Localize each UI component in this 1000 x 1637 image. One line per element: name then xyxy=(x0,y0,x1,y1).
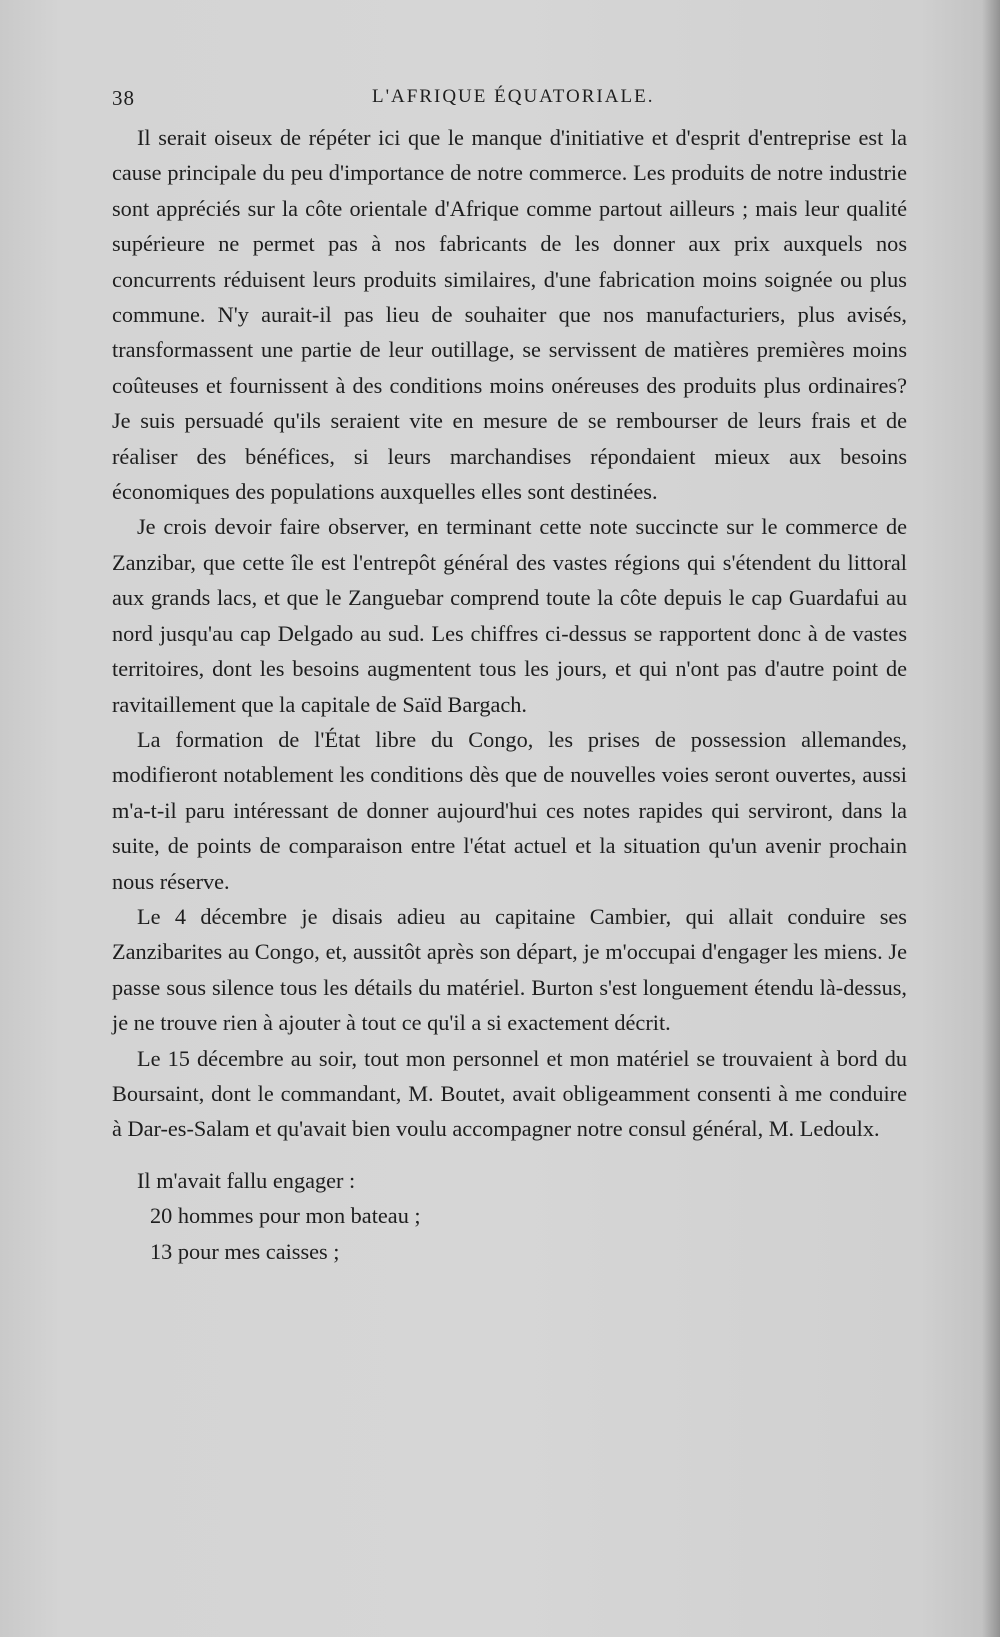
paragraph: Le 4 décembre je disais adieu au capitaine Cambier, qui allait conduire ses Zanzibarites au Congo, et, aussitôt après son départ, je m'occupai d'engager les miens. Je passe sous silence tous les détails du matériel. Burton s'est longuement étendu là-dessus, je ne trouve rien à ajouter à tout ce qu'il a si exactement décrit. xyxy=(112,903,907,1036)
list-intro: Il m'avait fallu engager : xyxy=(137,1167,356,1193)
paragraph: La formation de l'État libre du Congo, les prises de possession allemandes, modifieront notablement les conditions dès que de nouvelles voies seront ouvertes, aussi m'a-t-il paru intéressant de donner aujourd'hui ces notes rapides qui serviront, dans la suite, de points de comparaison entre l'état actuel et la situation qu'un avenir prochain nous réserve. xyxy=(112,726,907,894)
page-header xyxy=(112,86,902,114)
list-item: 13 pour mes caisses ; xyxy=(150,1238,340,1264)
running-title: L'AFRIQUE ÉQUATORIALE. xyxy=(372,86,655,107)
body-text xyxy=(112,120,907,1269)
paragraph: Le 15 décembre au soir, tout mon personnel et mon matériel se trouvaient à bord du Boursaint, dont le commandant, M. Boutet, avait obligeamment consenti à me conduire à Dar-es-Salam et qu'avait bien voulu accompagner notre consul général, M. Ledoulx. xyxy=(112,1045,907,1142)
paragraph: Je crois devoir faire observer, en terminant cette note succincte sur le commerce de Zanzibar, que cette île est l'entrepôt général des vastes régions qui s'étendent du littoral aux grands lacs, et que le Zanguebar comprend toute la côte depuis le cap Guardafui au nord jusqu'au cap Delgado au sud. Les chiffres ci-dessus se rapportent donc à de vastes territoires, dont les besoins augmentent tous les jours, et qui n'ont pas d'autre point de ravitaillement que la capitale de Saïd Bargach. xyxy=(112,514,907,717)
page-edge-shadow xyxy=(982,0,1000,1637)
page-number: 38 xyxy=(112,86,135,110)
paragraph: Il serait oiseux de répéter ici que le manque d'initiative et d'esprit d'entreprise est la cause principale du peu d'importance de notre commerce. Les produits de notre industrie sont appréciés sur la côte orientale d'Afrique comme partout ailleurs ; mais leur qualité supérieure ne permet pas à nos fabricants de les donner aux prix auxquels nos concurrents réduisent leurs produits similaires, d'une fabrication moins soignée ou plus commune. N'y aurait-il pas lieu de souhaiter que nos manufacturiers, plus avisés, transformassent une partie de leur outillage, se servissent de matières premières moins coûteuses et fournissent à des conditions moins onéreuses des produits plus ordinaires? Je suis persuadé qu'ils seraient vite en mesure de se rembourser de leurs frais et de réaliser des bénéfices, si leurs marchandises répondaient mieux aux besoins économiques des populations auxquelles elles sont destinées. xyxy=(112,125,907,505)
list-item: 20 hommes pour mon bateau ; xyxy=(150,1203,421,1229)
